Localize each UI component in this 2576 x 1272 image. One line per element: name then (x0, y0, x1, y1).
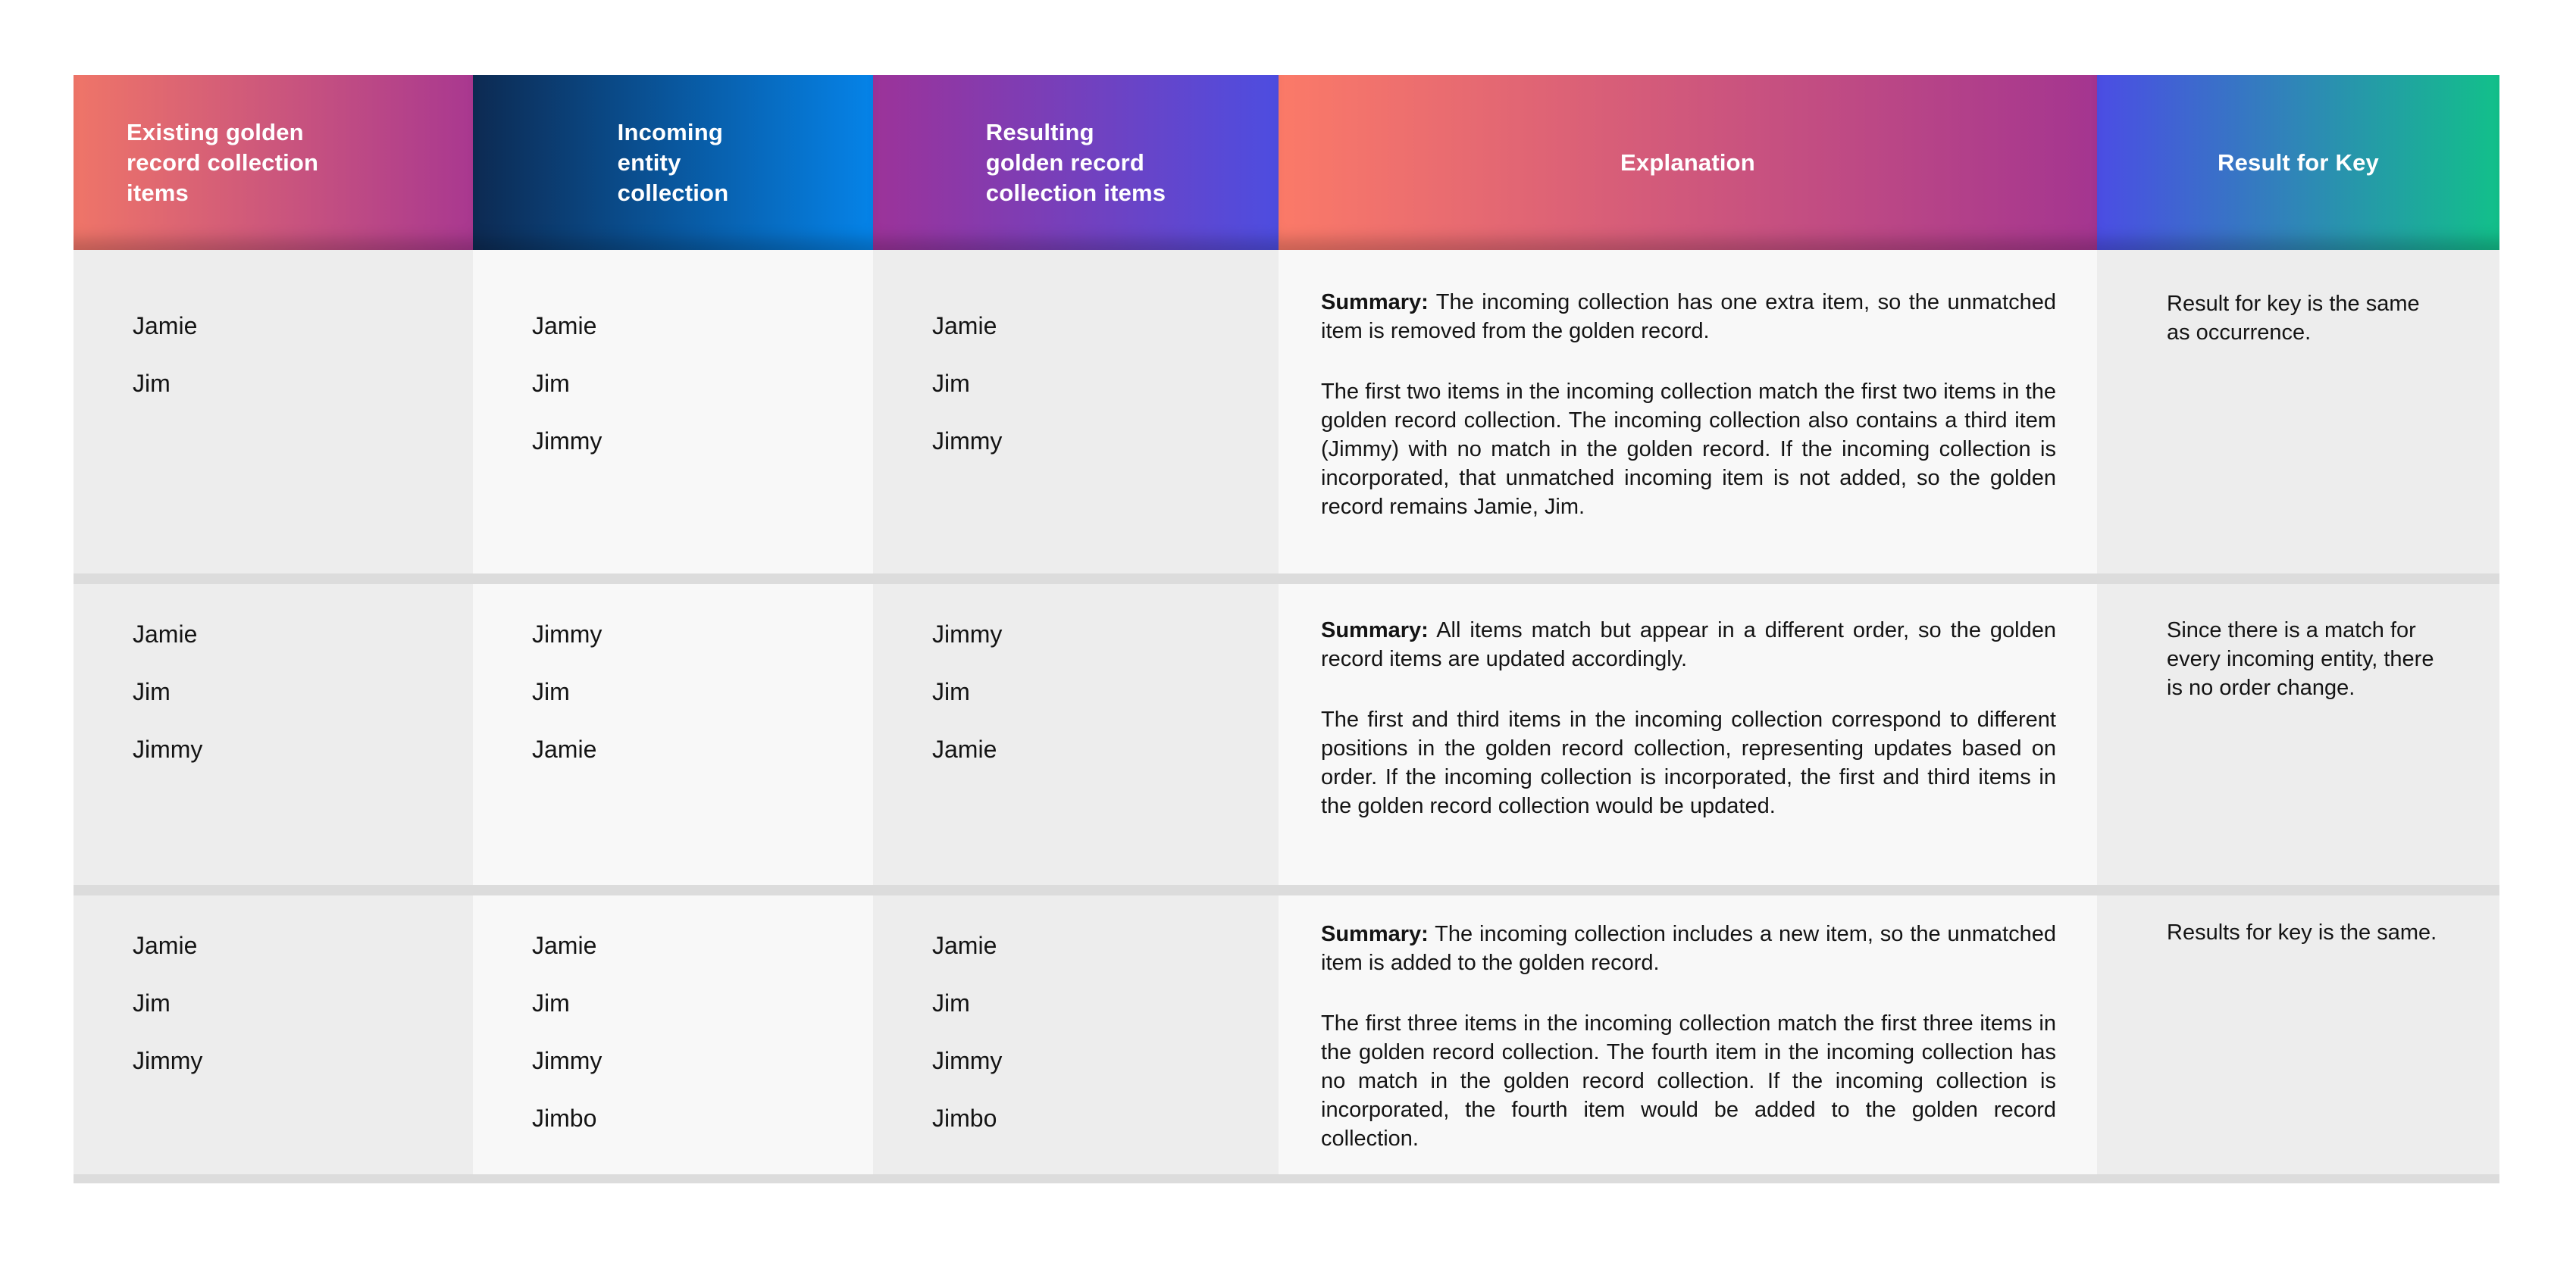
explanation-detail: The first and third items in the incoming collection correspond to different positions in the golden record collection, representing updates based on order. If the incoming collection is incorporated, the first and third items in the golden record collection would be updated. (1321, 708, 2056, 818)
collection-item: Jamie (932, 932, 997, 959)
collection-item: Jamie (932, 736, 997, 763)
collection-item: Jim (932, 989, 970, 1017)
cell-resulting-items-row2 (873, 584, 1279, 885)
collection-item: Jim (532, 989, 570, 1017)
golden-record-merge-table (74, 75, 2499, 1183)
collection-item: Jamie (532, 312, 597, 339)
explanation-summary: Summary: The incoming collection has one extra item, so the unmatched item is removed from the golden record. (1321, 290, 2056, 343)
collection-item: Jamie (532, 932, 597, 959)
cell-incoming-items-row1 (473, 250, 873, 573)
summary-label: Summary: (1321, 922, 1429, 946)
collection-item: Jimmy (932, 1047, 1003, 1074)
collection-item: Jamie (133, 312, 198, 339)
row-divider (74, 885, 2499, 895)
explanation-summary: Summary: All items match but appear in a different order, so the golden record items are updated accordingly. (1321, 618, 2056, 671)
result-text: Since there is a match for every incoming entity, there is no order change. (2167, 618, 2434, 700)
cell-incoming-items-row3 (473, 895, 873, 1174)
result-text: Result for key is the same as occurrence. (2167, 292, 2420, 345)
cell-explanation-row1 (1279, 250, 2097, 573)
cell-existing-items-row2 (74, 584, 473, 885)
collection-item: Jimmy (932, 620, 1003, 648)
column-header-incoming-entity-collection (473, 75, 873, 250)
collection-item: Jamie (133, 932, 198, 959)
collection-item: Jamie (932, 312, 997, 339)
cell-explanation-row2 (1279, 584, 2097, 885)
cell-result-row1 (2097, 250, 2499, 573)
collection-item: Jim (532, 678, 570, 705)
column-header-explanation (1279, 75, 2097, 250)
explanation-detail: The first two items in the incoming collection match the first two items in the golden record collection. The incoming collection also contains a third item (Jimmy) with no match in the golden record. If the incoming collection is incorporated, that unmatched incoming item is not added, so the golden record remains Jamie, Jim. (1321, 380, 2056, 519)
cell-result-row2 (2097, 584, 2499, 885)
collection-item: Jimbo (932, 1105, 997, 1132)
column-header-label: Existing golden record collection items (127, 118, 319, 206)
cell-resulting-items-row3 (873, 895, 1279, 1174)
cell-existing-items-row3 (74, 895, 473, 1174)
result-text: Results for key is the same. (2167, 920, 2437, 945)
collection-item: Jimmy (932, 427, 1003, 455)
collection-item: Jamie (133, 620, 198, 648)
collection-item: Jim (133, 370, 171, 397)
column-header-result-for-key (2097, 75, 2499, 250)
column-header-label: Resulting golden record collection items (985, 118, 1166, 206)
cell-result-row3 (2097, 895, 2499, 1174)
summary-label: Summary: (1321, 618, 1429, 642)
cell-existing-items-row1 (74, 250, 473, 573)
explanation-summary: Summary: The incoming collection includes a new item, so the unmatched item is added to the golden record. (1321, 922, 2056, 975)
column-header-label: Explanation (1620, 148, 1755, 176)
collection-item: Jimmy (532, 1047, 603, 1074)
collection-item: Jimmy (532, 427, 603, 455)
collection-item: Jamie (532, 736, 597, 763)
collection-item: Jim (932, 678, 970, 705)
table-bottom-border (74, 1174, 2499, 1183)
explanation-detail: The first three items in the incoming collection match the first three items in the golden record collection. The fourth item in the incoming collection has no match in the golden record collection. If the incoming collection is incorporated, the fourth item would be added to the golden record collection. (1321, 1011, 2056, 1151)
collection-item: Jimmy (133, 736, 203, 763)
cell-incoming-items-row2 (473, 584, 873, 885)
collection-item: Jimbo (532, 1105, 597, 1132)
summary-label: Summary: (1321, 290, 1429, 314)
column-header-resulting-golden-record (873, 75, 1279, 250)
collection-item: Jim (133, 678, 171, 705)
collection-item: Jim (133, 989, 171, 1017)
cell-explanation-row3 (1279, 895, 2097, 1174)
collection-item: Jim (532, 370, 570, 397)
collection-item: Jimmy (133, 1047, 203, 1074)
collection-item: Jimmy (532, 620, 603, 648)
cell-resulting-items-row1 (873, 250, 1279, 573)
column-header-existing-golden-record (74, 75, 473, 250)
collection-item: Jim (932, 370, 970, 397)
column-header-label: Incoming entity collection (617, 118, 729, 206)
row-divider (74, 573, 2499, 584)
column-header-label: Result for Key (2218, 148, 2379, 176)
